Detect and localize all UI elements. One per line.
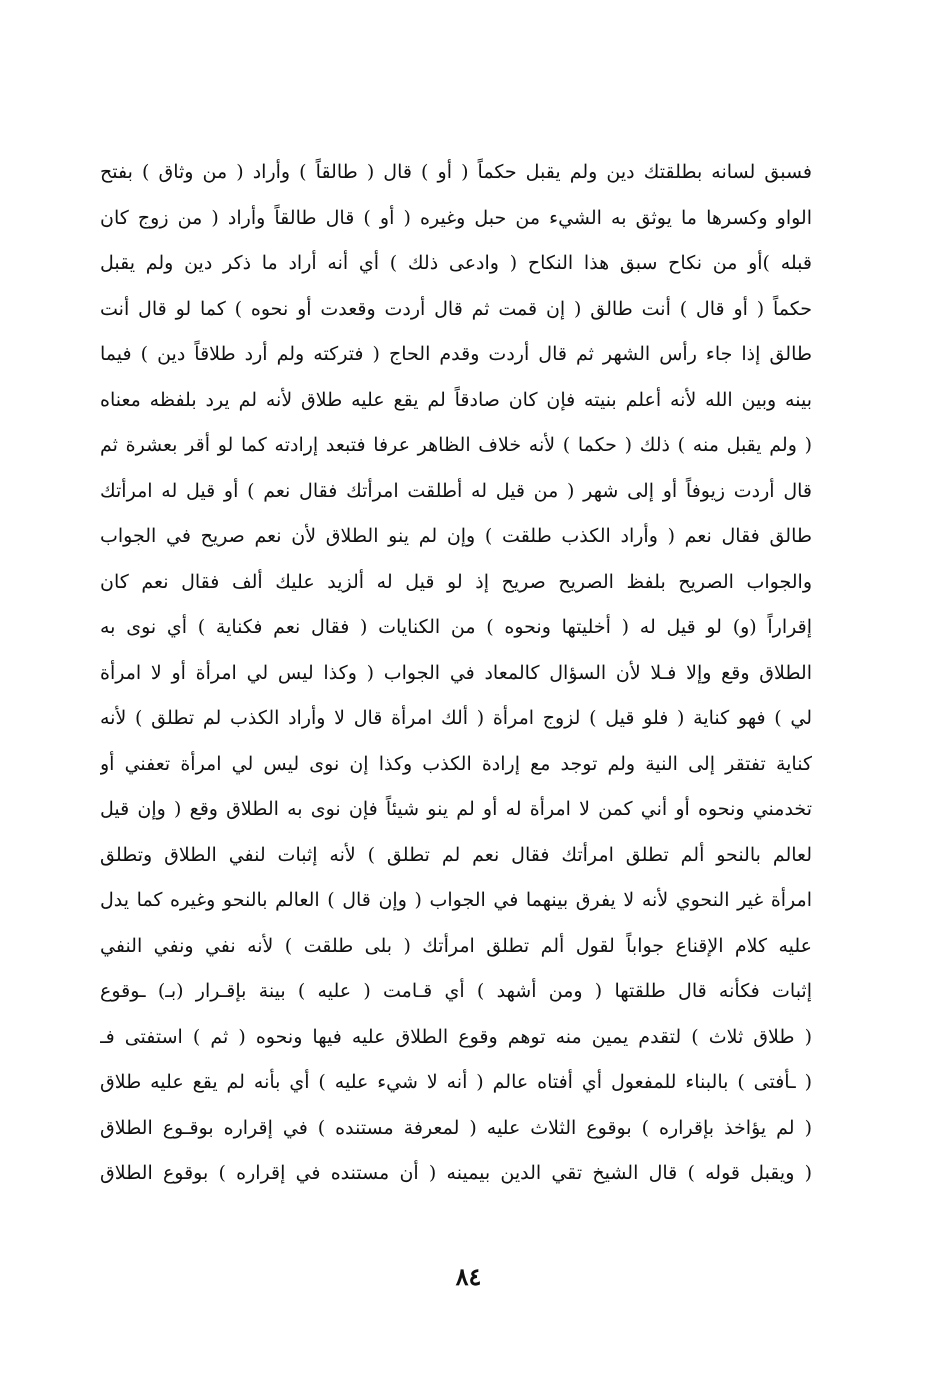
text-line: فسبق لسانه بطلقتك دين ولم يقبل حكماً ( أو ) قال ( طالقاً ) وأراد ( من وثاق ) بفتح [100,161,812,183]
text-line: كناية تفتقر إلى النية ولم توجد مع إرادة الكذب وكذا إن نوى ليس لي امرأة تعفني أو [100,752,812,775]
text-line: إقراراً (و) لو قيل له ( أخليتها ونحوه ) من الكنايات ( فقال نعم فكناية ) أي نوى به [100,616,812,638]
text-line: بينه وبين الله لأنه أعلم بنيته فإن كان صادقاً لم يقع عليه طلاق لأنه لم يرد بلفظه معناه [100,388,812,411]
text-line: الواو وكسرها ما يوثق به الشيء من حبل وغيره ( أو ) قال طالقاً وأراد ( من زوج كان [100,206,812,229]
text-line: امرأة غير النحوي لأنه لا يفرق بينهما في الجواب ( وإن قال ) العالم بالنحو وغيره كما يدل [100,889,812,911]
text-line: طالق إذا جاء رأس الشهر ثم قال أردت وقدم الحاج ( فتركته ولم أرد طلاقاً دين ) فيما [100,343,812,365]
text-line: والجواب الصريح بلفظ الصريح صريح إذ لو قيل له ألزيد عليك ألف فقال نعم كان [100,570,812,593]
text-line: قال أردت زيوفاً أو إلى شهر ( من قيل له أطلقت امرأتك فقال نعم ) أو قيل له امرأتك [100,479,812,502]
text-line: تخدمني ونحوه أو أني كمن لا امرأة له أو لم ينو شيئاً فإن نوى به الطلاق وقع ( وإن قيل [100,798,812,820]
body-text [100,150,812,1197]
text-line: حكماً ( أو قال ) أنت طالق ( إن قمت ثم قال أردت وقعدت أو نحوه ) كما لو قال أنت [100,297,812,320]
text-line: ( ويقبل قوله ) قال الشيخ تقي الدين بيمينه ( أن مستنده في إقراره ) بوقوع الطلاق [100,1162,812,1184]
text-line: الطلاق وقع وإلا فـلا لأن السؤال كالمعاد في الجواب ( وكذا ليس لي امرأة أو لا امرأة [100,661,812,684]
text-line: ( ولم يقبل منه ) ذلك ( حكما ) لأنه خلاف الظاهر عرفا فتبعد إرادته كما لو أقر بعشرة ثم [100,434,812,456]
text-line: طالق فقال نعم ( وأراد الكذب طلقت ) وإن لم ينو الطلاق لأن نعم صريح في الجواب [100,525,812,547]
text-line: إثبات فكأنه قال طلقتها ( ومن أشهد ) أي قـامت ( عليه ) بينة بإقـرار (بـ) ـوقوع [100,980,812,1002]
text-line: ( لم يؤاخذ بإقراره ) بوقوع الثلاث عليه ( لمعرفة مستنده ) في إقراره بوقـوع الطلاق [100,1116,812,1139]
text-line: ( ـأفتى ) بالبناء للمفعول أي أفتاه عالم ( أنه لا شيء عليه ) أي بأنه لم يقع عليه طلاق [100,1071,812,1093]
text-line: عليه كلام الإقناع جواباً لقول ألم تطلق امرأتك ( بلى طلقت ) لأنه نفي ونفي النفي [100,934,812,957]
text-line: قبله )أو من نكاح سبق هذا النكاح ( وادعى ذلك ) أي أنه أراد ما ذكر دين ولم يقبل [100,252,812,274]
text-line: لعالم بالنحو ألم تطلق امرأتك فقال نعم لم تطلق ) لأنه إثبات لنفي الطلاق وتطلق [100,843,812,866]
page-number: ٨٤ [455,1262,482,1291]
text-line: ( طلاق ثلاث ) لتقدم يمين منه توهم وقوع الطلاق عليه فيها ونحوه ( ثم ) استفتى فـ [100,1025,812,1048]
text-line: لي ) فهو كناية ( فلو قيل ) لزوج امرأة ( ألك امرأة قال لا وأراد الكذب لم تطلق ) لأنه [100,707,812,729]
